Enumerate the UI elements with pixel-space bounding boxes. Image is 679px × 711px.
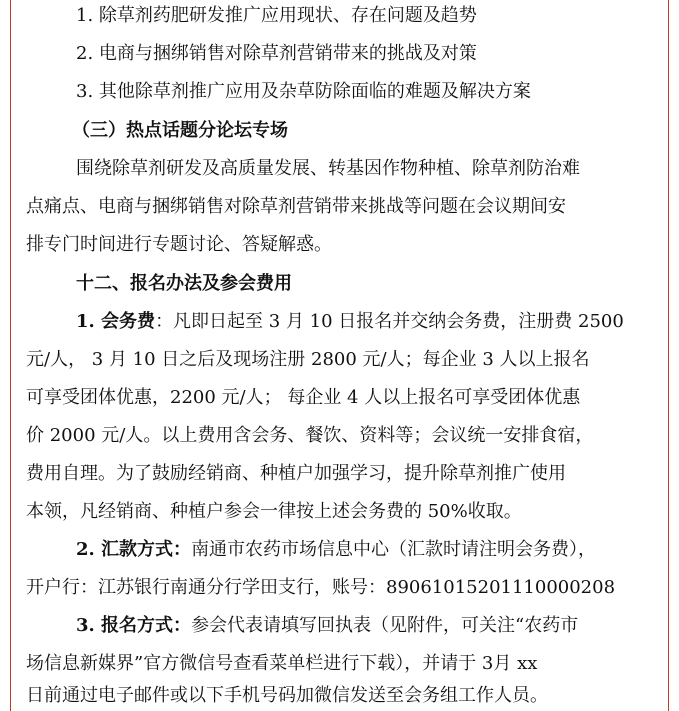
registration-line: 场信息新媒界”官方微信号查看菜单栏进行下载），并请于 3月 xx	[26, 653, 538, 674]
fees-label: 1. 会务费	[76, 311, 156, 332]
remittance-line	[76, 538, 596, 562]
section-heading: 十二、报名办法及参会费用	[76, 273, 292, 294]
forum-heading: （三）热点话题分论坛专场	[72, 120, 288, 141]
registration-line: 日前通过电子邮件或以下手机号码加微信发送至会务组工作人员。	[26, 685, 548, 706]
fees-line: 费用自理。为了鼓励经销商、种植户加强学习，提升除草剂推广使用	[26, 463, 566, 484]
remittance-text: 南通市农药市场信息中心（汇款时请注明会务费），	[191, 539, 597, 560]
list-item: 3. 其他除草剂推广应用及杂草防除面临的难题及解决方案	[76, 81, 531, 102]
fees-text: ：凡即日起至 3 月 10 日报名并交纳会务费，注册费 2500	[155, 311, 624, 332]
list-item: 1. 除草剂药肥研发推广应用现状、存在问题及趋势	[76, 5, 477, 26]
forum-paragraph-line: 点痛点、电商与捆绑销售对除草剂营销带来挑战等问题在会议期间安	[26, 196, 566, 217]
fees-line: 元/人， 3 月 10 日之后及现场注册 2800 元/人；每企业 3 人以上报名	[26, 349, 590, 370]
fees-line: 本领，凡经销商、种植户参会一律按上述会务费的 50%收取。	[26, 501, 522, 522]
list-item: 2. 电商与捆绑销售对除草剂营销带来的挑战及对策	[76, 43, 477, 64]
fees-line: 可享受团体优惠，2200 元/人； 每企业 4 人以上报名可享受团体优惠	[26, 387, 581, 408]
forum-paragraph-line: 排专门时间进行专题讨论、答疑解惑。	[26, 234, 332, 255]
forum-paragraph-line: 围绕除草剂研发及高质量发展、转基因作物种植、除草剂防治难	[76, 158, 580, 179]
registration-text: 参会代表请填写回执表（见附件，可关注“农药市	[191, 615, 579, 636]
fees-line: 价 2000 元/人。以上费用含会务、餐饮、资料等；会议统一安排食宿，	[26, 425, 594, 446]
fees-line	[76, 310, 624, 334]
registration-label: 3. 报名方式：	[76, 615, 192, 636]
remittance-label: 2. 汇款方式：	[76, 539, 192, 560]
remittance-line: 开户行：江苏银行南通分行学田支行，账号：89061015201110000208	[26, 577, 616, 598]
registration-line	[76, 614, 578, 638]
